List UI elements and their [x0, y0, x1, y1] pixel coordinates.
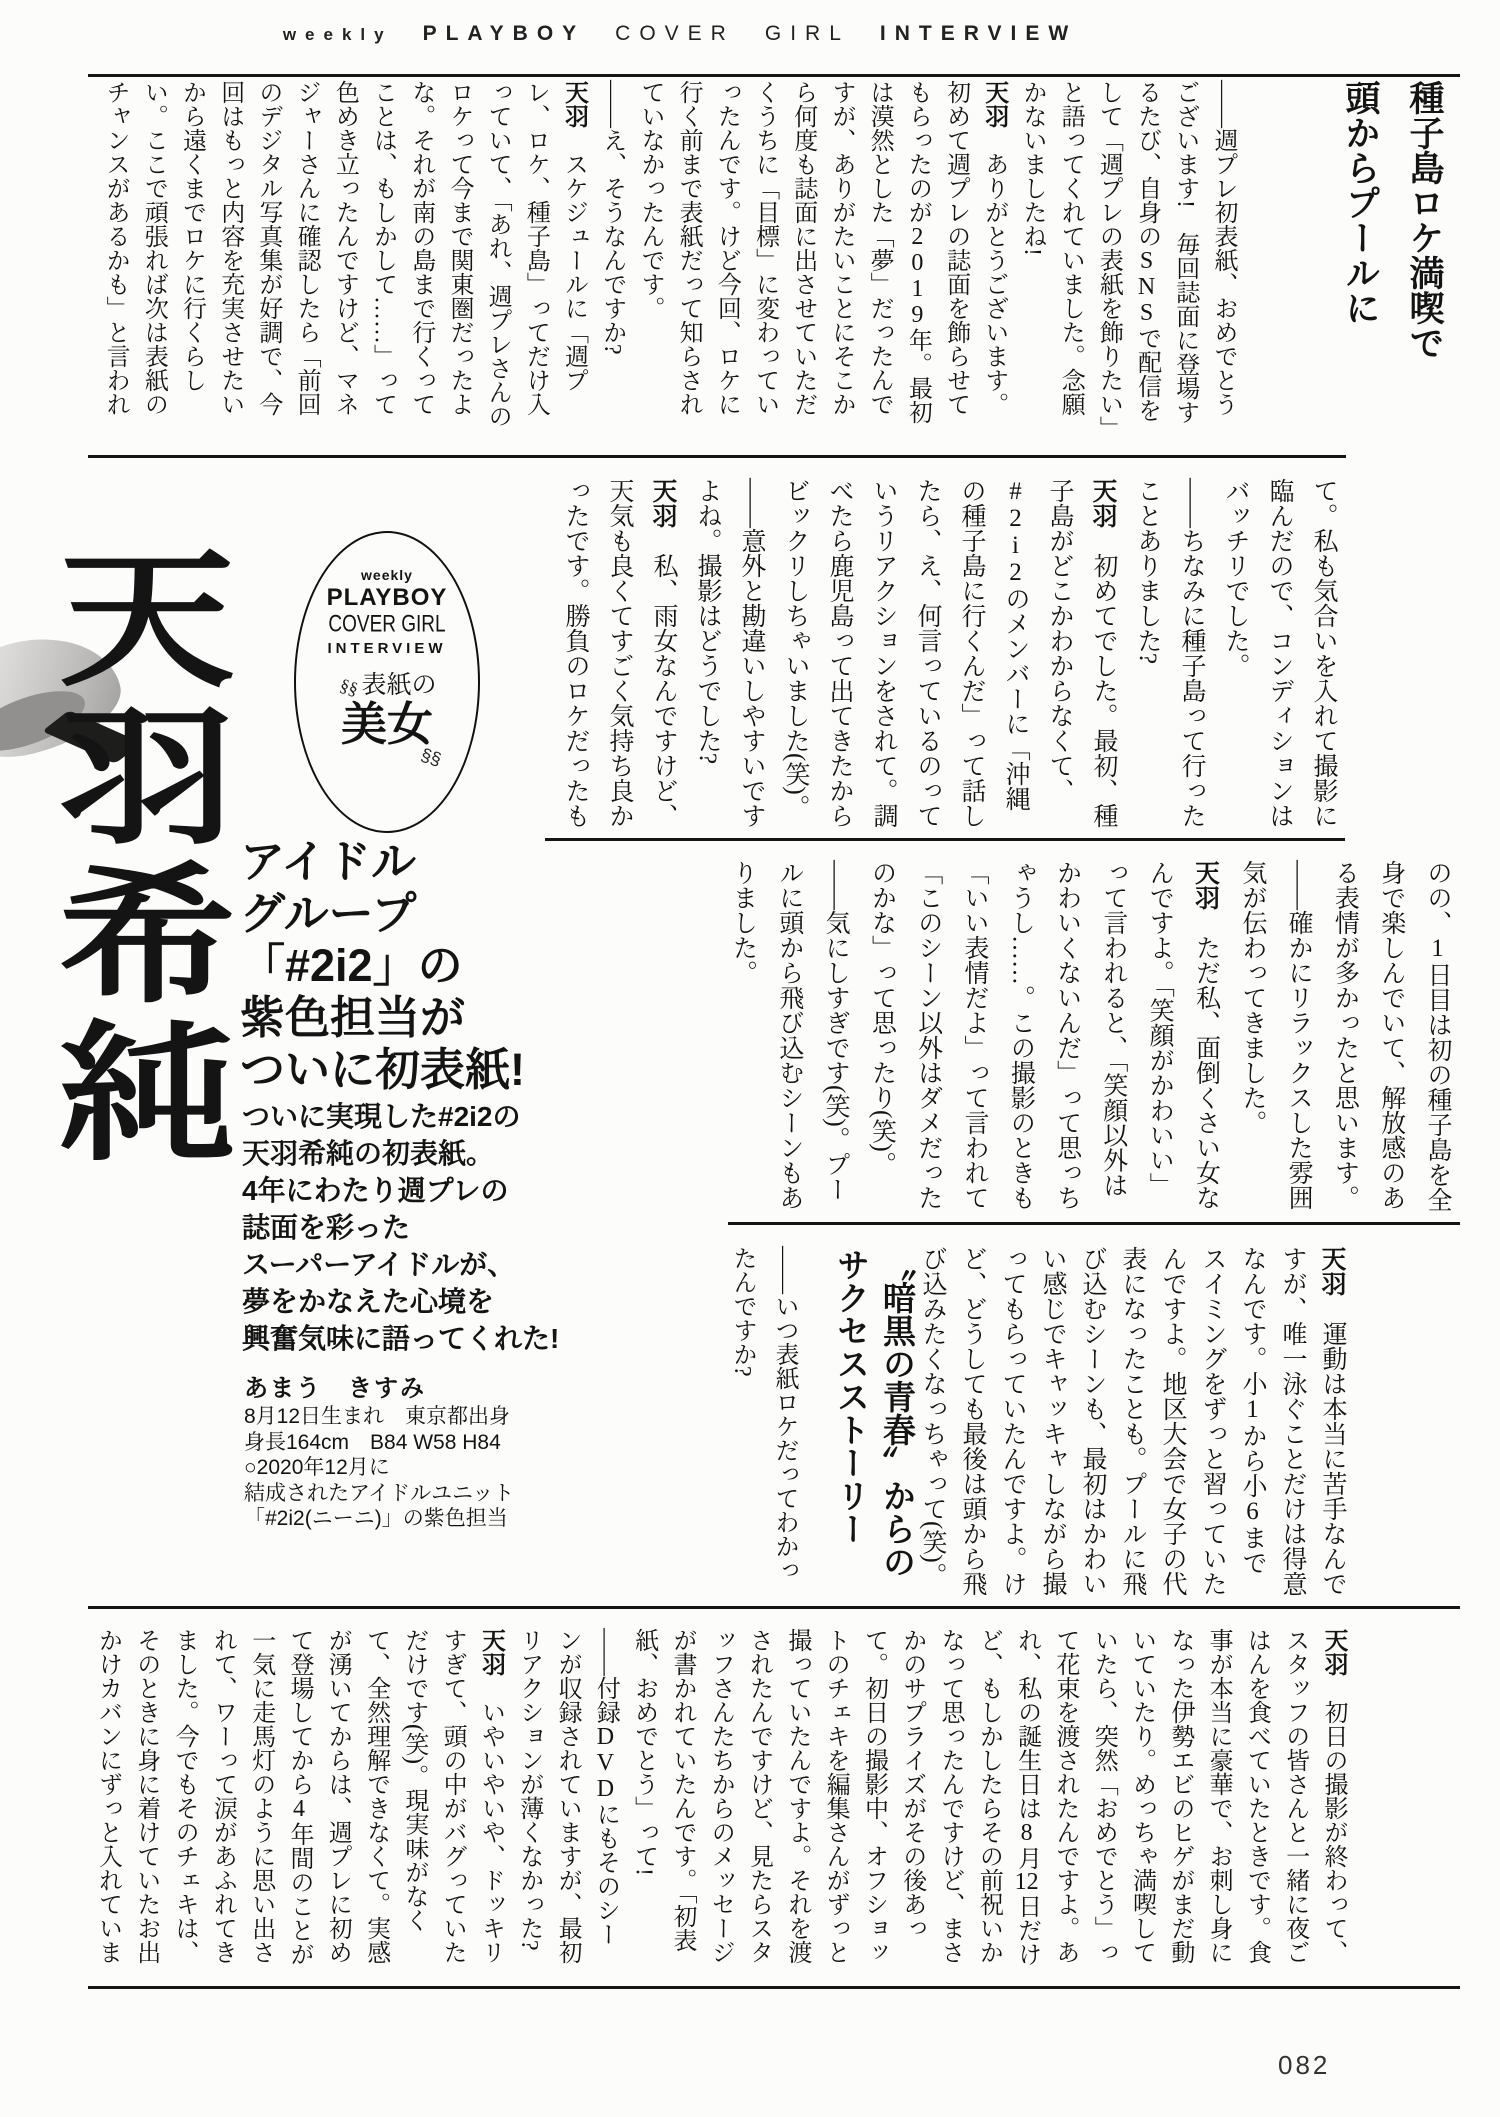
- logo-playboy: PLAYBOY: [326, 584, 448, 611]
- band-c-subheadline: 〝暗黒の青春〟からの サクセスストーリー: [833, 1248, 916, 1578]
- logo-bijo-label: 美女: [341, 699, 433, 750]
- top-article-headline: 種子島ロケ満喫で 頭からプールに: [1341, 80, 1444, 360]
- masthead-playboy: PLAYBOY: [422, 22, 586, 45]
- profile-name-kana: あまう きすみ: [244, 1375, 426, 1402]
- logo-hyoshi-label: §§表紙の: [337, 672, 437, 700]
- logo-interview: INTERVIEW: [327, 640, 447, 657]
- interview-bottom-section: 天羽 初日の撮影が終わって、スタッフの皆さんと一緒に夜ごはんを食べていたときです。食事が本当に豪華で、お刺し身になった伊勢エビのヒゲがまだ動いていたり。めっちゃ満喫していたら、突然「おめでとう」って花束を渡されたんですよ。あれ、私の誕生日は8月12日だけど、もしかしたらその前祝いかなって思ったんですけど、まさかのサプライズがその後あって。初日の撮影中、オフショットのチェキを編集さんがずっと撮っていたんですよ。それを渡されたんですけど、見たらスタッフさんたちからのメッセージが書かれていたんです。「初表紙、おめでとう」って! ——付録DVDにもそのシーンが収録されていますが、最初リアクションが薄くなかった? 天羽 いやいやいや、ドッキリすぎて、頭の中がバグっていただけです(笑)。現実味がなくて、全然理解できなくて。実感が湧いてからは、週プレに初めて登場してから4年間のことが一気に走馬灯のように思い出されて、ワーって涙があふれてきました。今でもそのチェキは、そのときに身に着けていたお出かけカバンにずっと入れていま: [94, 1628, 1347, 1966]
- divider-band-a: [545, 838, 1345, 841]
- divider-bottom-bottom: [88, 1986, 1460, 1989]
- divider-bottom-top: [88, 1606, 1460, 1609]
- feature-headline: アイドル グループ 「#2i2」の 紫色担当が ついに初表紙!: [240, 836, 525, 1095]
- logo-cover-girl: COVER GIRL: [328, 611, 446, 638]
- interview-band-a: て。私も気合いを入れて撮影に臨んだので、コンディションはバッチリでした。 ——ちなみに種子島って行ったことありました? 天羽 初めてでした。最初、種子島がどこかわからなくて、#2i2のメンバーに「沖縄の種子島に行くんだ」って話したら、え、何言っているのっていうリアクションをされて。調べたら鹿児島って出てきたからビックリしちゃいました(笑)。 ——意外と勘違いしやすいですよね。撮影はどうでした? 天羽 私、雨女なんですけど、天気も良くてすごく気持ち良かったです。勝負のロケだったも: [562, 478, 1337, 828]
- page-number: 082: [1278, 2050, 1331, 2080]
- logo-ornament-row: [296, 744, 478, 770]
- profile-details: 8月12日生まれ 東京都出身 身長164cm B84 W58 H84 ○2020年12月に 結成されたアイドルユニット 「#2i2(ニーニ)」の紫色担当: [244, 1405, 515, 1530]
- divider-top-article: [88, 455, 1346, 458]
- masthead-girl: GIRL: [764, 22, 850, 45]
- interview-band-c: 天羽 運動は本当に苦手なんですが、唯一泳ぐことだけは得意なんです。小1から小6までスイミングをずっと習っていたんですよ。地区大会で女子の代表になったことも。プールに飛び込むシーンも、最初はかわいい感じでキャッキャしながら撮ってもらっていたんですよ。けど、どうしても最後は頭から飛び込みたくなっちゃって(笑)。: [919, 1246, 1346, 1596]
- masthead-interview: INTERVIEW: [879, 22, 1078, 45]
- band-c-question: ——いつ表紙ロケだってわかったんですか?: [729, 1246, 797, 1582]
- masthead: [0, 22, 1360, 46]
- section-ornament-icon: §§: [418, 744, 444, 770]
- page-title-name: 天羽希純: [31, 540, 228, 1172]
- divider-masthead: [88, 74, 1460, 77]
- divider-band-b: [728, 1222, 1460, 1225]
- masthead-weekly: weekly: [282, 25, 393, 44]
- top-article-body: ——週プレ初表紙、おめでとうございます! 毎回誌面に登場するたび、自身のSNSで配信をして「週プレの表紙を飾りたい」と語ってくれていました。念願かないましたね! 天羽 ありがとうございます。初めて週プレの誌面を飾らせてもらったのが2019年。最初は漠然とした「夢」だったんですが、ありがたいことにそこから何度も誌面に出させていただくうちに「目標」に変わっていったんです。けど今回、ロケに行く前まで表紙だって知らされていなかったんです。 ——え、そうなんですか? 天羽 スケジュールに「週プレ、ロケ、種子島」ってだけ入っていて、「あれ、週プレさんのロケって今まで関東圏だったよな。それが南の島まで行くってことは、もしかして……」って色めき立ったんですけど、マネジャーさんに確認したら「前回のデジタル写真集が好調で、今回はもっと内容を充実させたいから遠くまでロケに行くらしい。ここで頑張れば次は表紙のチャンスがあるかも」と言われ: [102, 80, 1236, 428]
- masthead-cover: COVER: [615, 22, 735, 45]
- feature-lead: ついに実現した#2i2の 天羽希純の初表紙。 4年にわたり週プレの 誌面を彩った スーパーアイドルが、 夢をかなえた心境を 興奮気味に語ってくれた!: [242, 1101, 560, 1354]
- section-ornament-icon: §§: [337, 674, 362, 700]
- cover-girl-logo: [294, 531, 480, 833]
- logo-weekly: weekly: [361, 567, 413, 583]
- interview-band-b: のの、1日目は初の種子島を全身で楽しんでいて、解放感のある表情が多かったと思います。 ——確かにリラックスした雰囲気が伝わってきました。 天羽 ただ私、面倒くさい女なんですよ。「笑顔がかわいい」って言われると、「笑顔以外はかわいくないんだ」って思っちゃうし……。この撮影のときも「いい表情だよ」って言われて「このシーン以外はダメだったのかな」って思ったり(笑)。 ——気にしすぎです(笑)。プールに頭から飛び込むシーンもありました。: [729, 860, 1451, 1212]
